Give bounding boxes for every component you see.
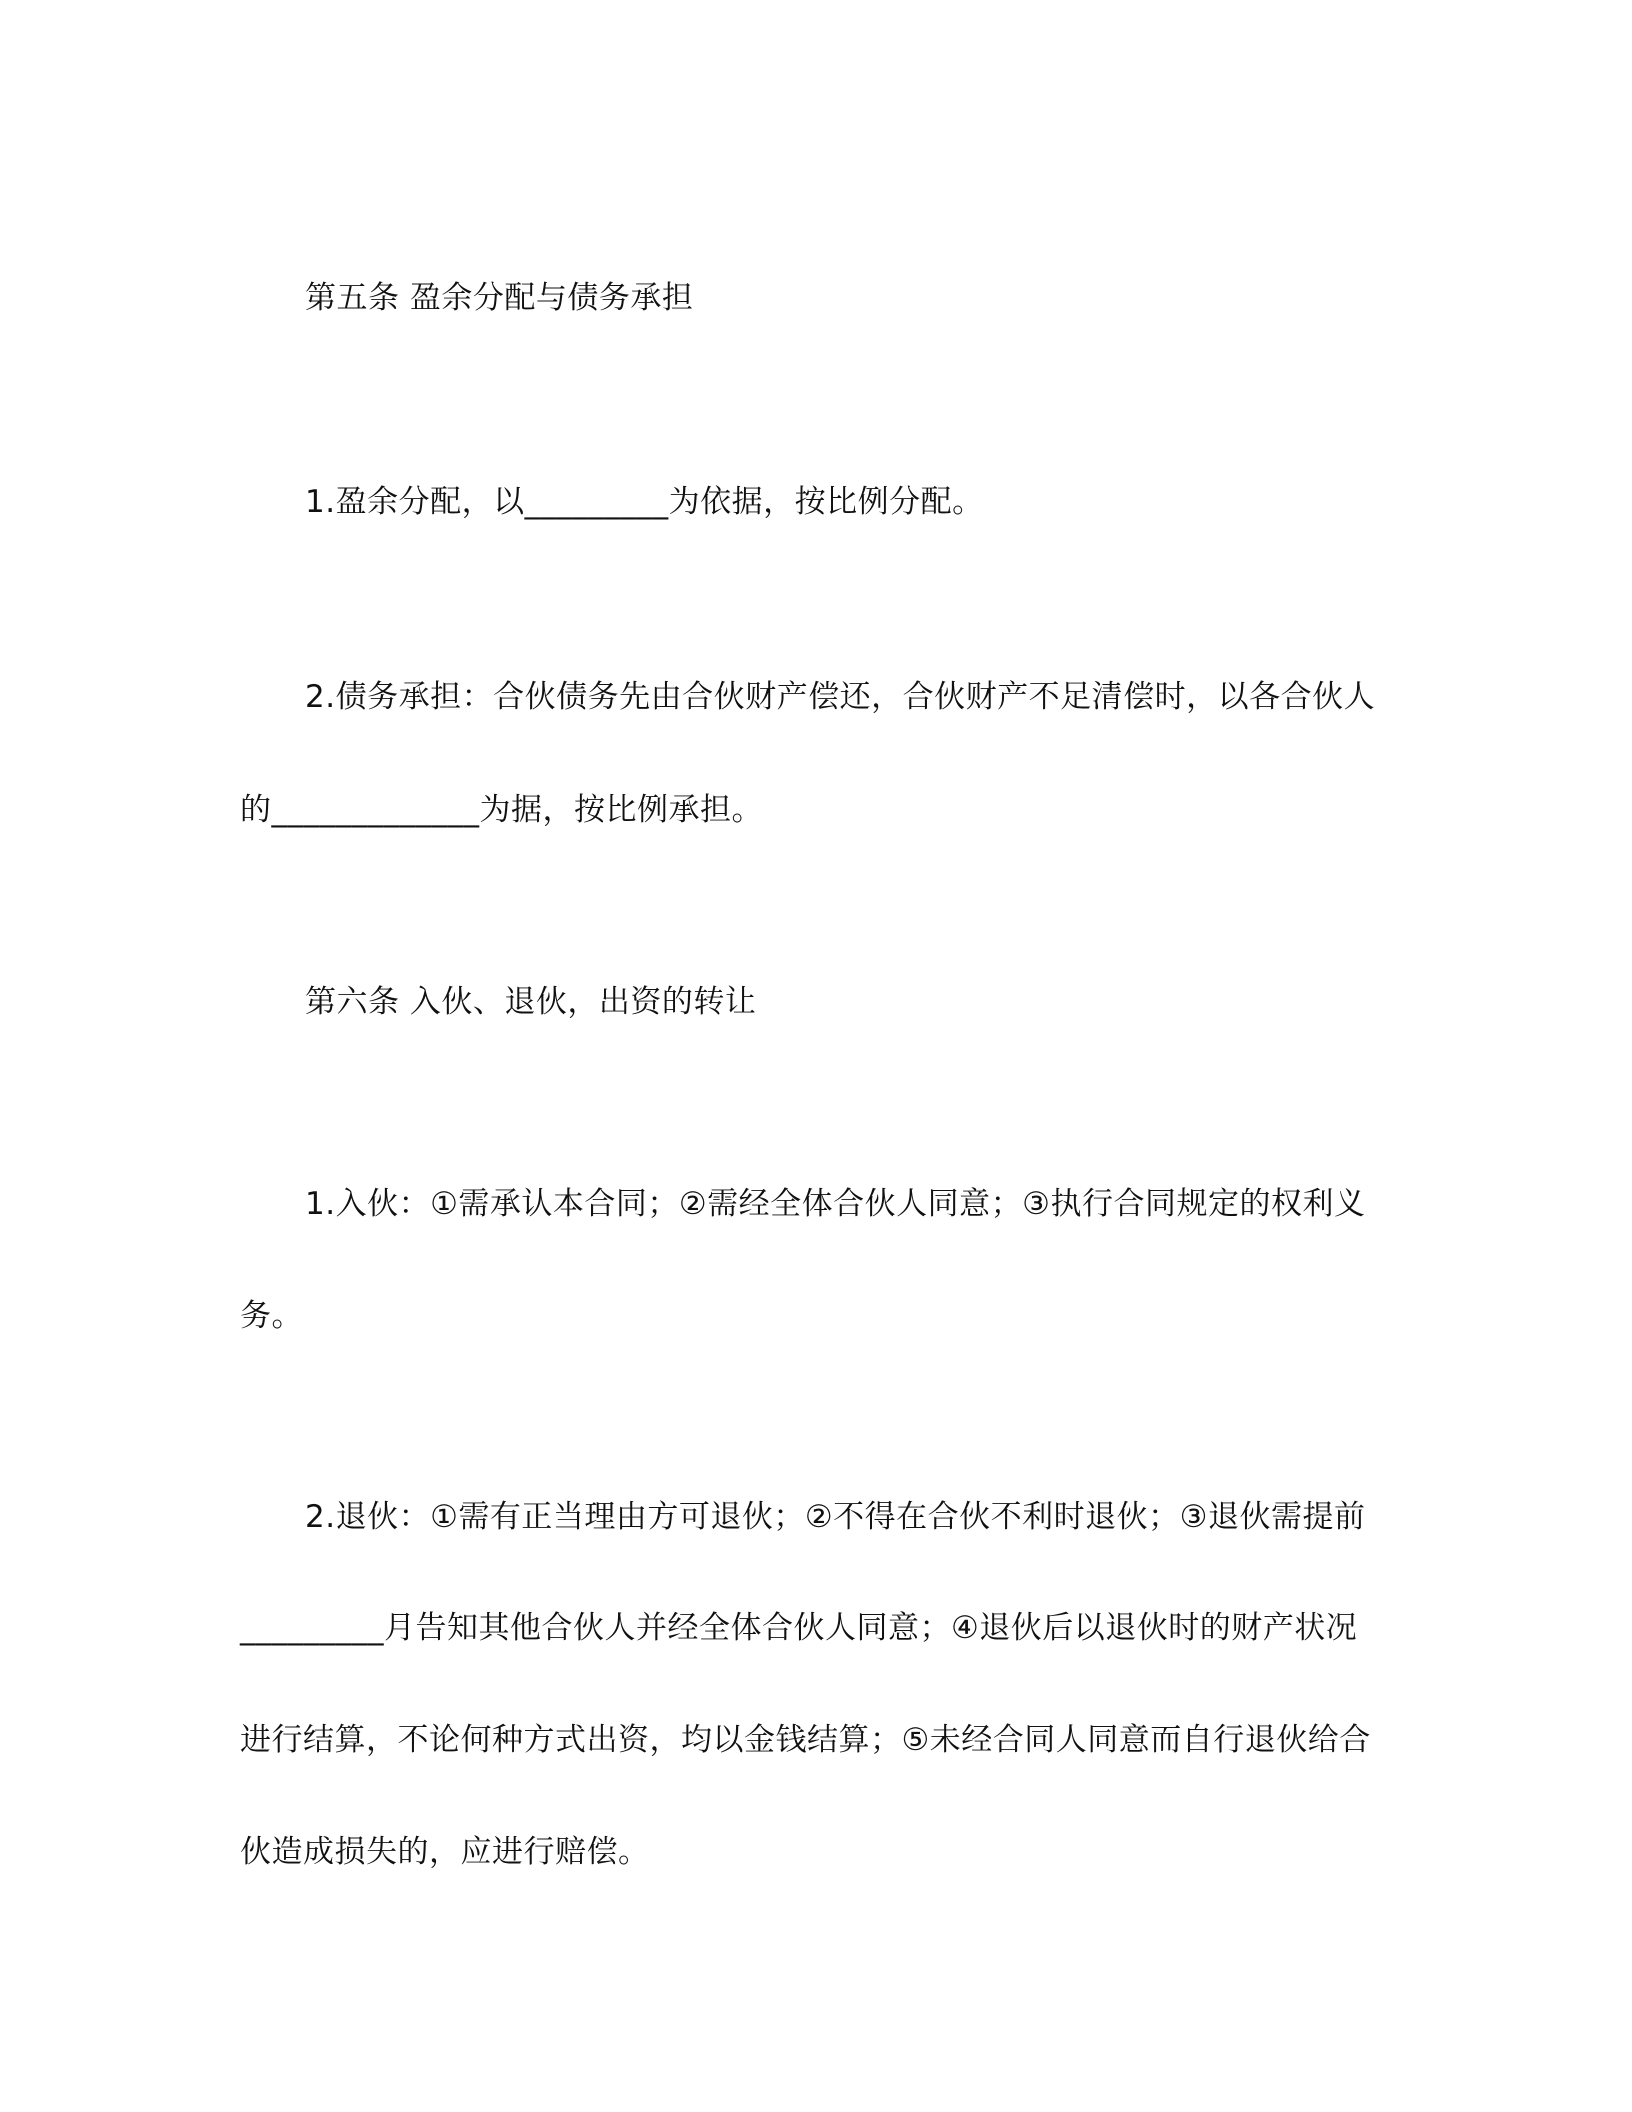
article-6-clause-2-line-4: 伙造成损失的，应进行赔偿。 bbox=[240, 1834, 650, 1870]
article-6-clause-1-line-2: 务。 bbox=[240, 1298, 303, 1334]
article-5-heading: 第五条 盈余分配与债务承担 bbox=[305, 280, 694, 316]
article-5-clause-1: 1.盈余分配，以_________为依据，按比例分配。 bbox=[305, 484, 984, 520]
article-6-clause-2-line-1: 2.退伙：①需有正当理由方可退伙；②不得在合伙不利时退伙；③退伙需提前 bbox=[305, 1499, 1366, 1535]
article-6-clause-2-line-3: 进行结算，不论何种方式出资，均以金钱结算；⑤未经合同人同意而自行退伙给合 bbox=[240, 1722, 1371, 1758]
article-6-heading: 第六条 入伙、退伙，出资的转让 bbox=[305, 984, 757, 1020]
article-6-clause-1-line-1: 1.入伙：①需承认本合同；②需经全体合伙人同意；③执行合同规定的权利义 bbox=[305, 1186, 1366, 1222]
article-5-clause-2-line-2: 的_____________为据，按比例承担。 bbox=[240, 792, 763, 828]
article-6-clause-2-line-2: _________月告知其他合伙人并经全体合伙人同意；④退伙后以退伙时的财产状况 bbox=[240, 1610, 1358, 1646]
article-5-clause-2-line-1: 2.债务承担：合伙债务先由合伙财产偿还，合伙财产不足清偿时，以各合伙人 bbox=[305, 679, 1376, 715]
